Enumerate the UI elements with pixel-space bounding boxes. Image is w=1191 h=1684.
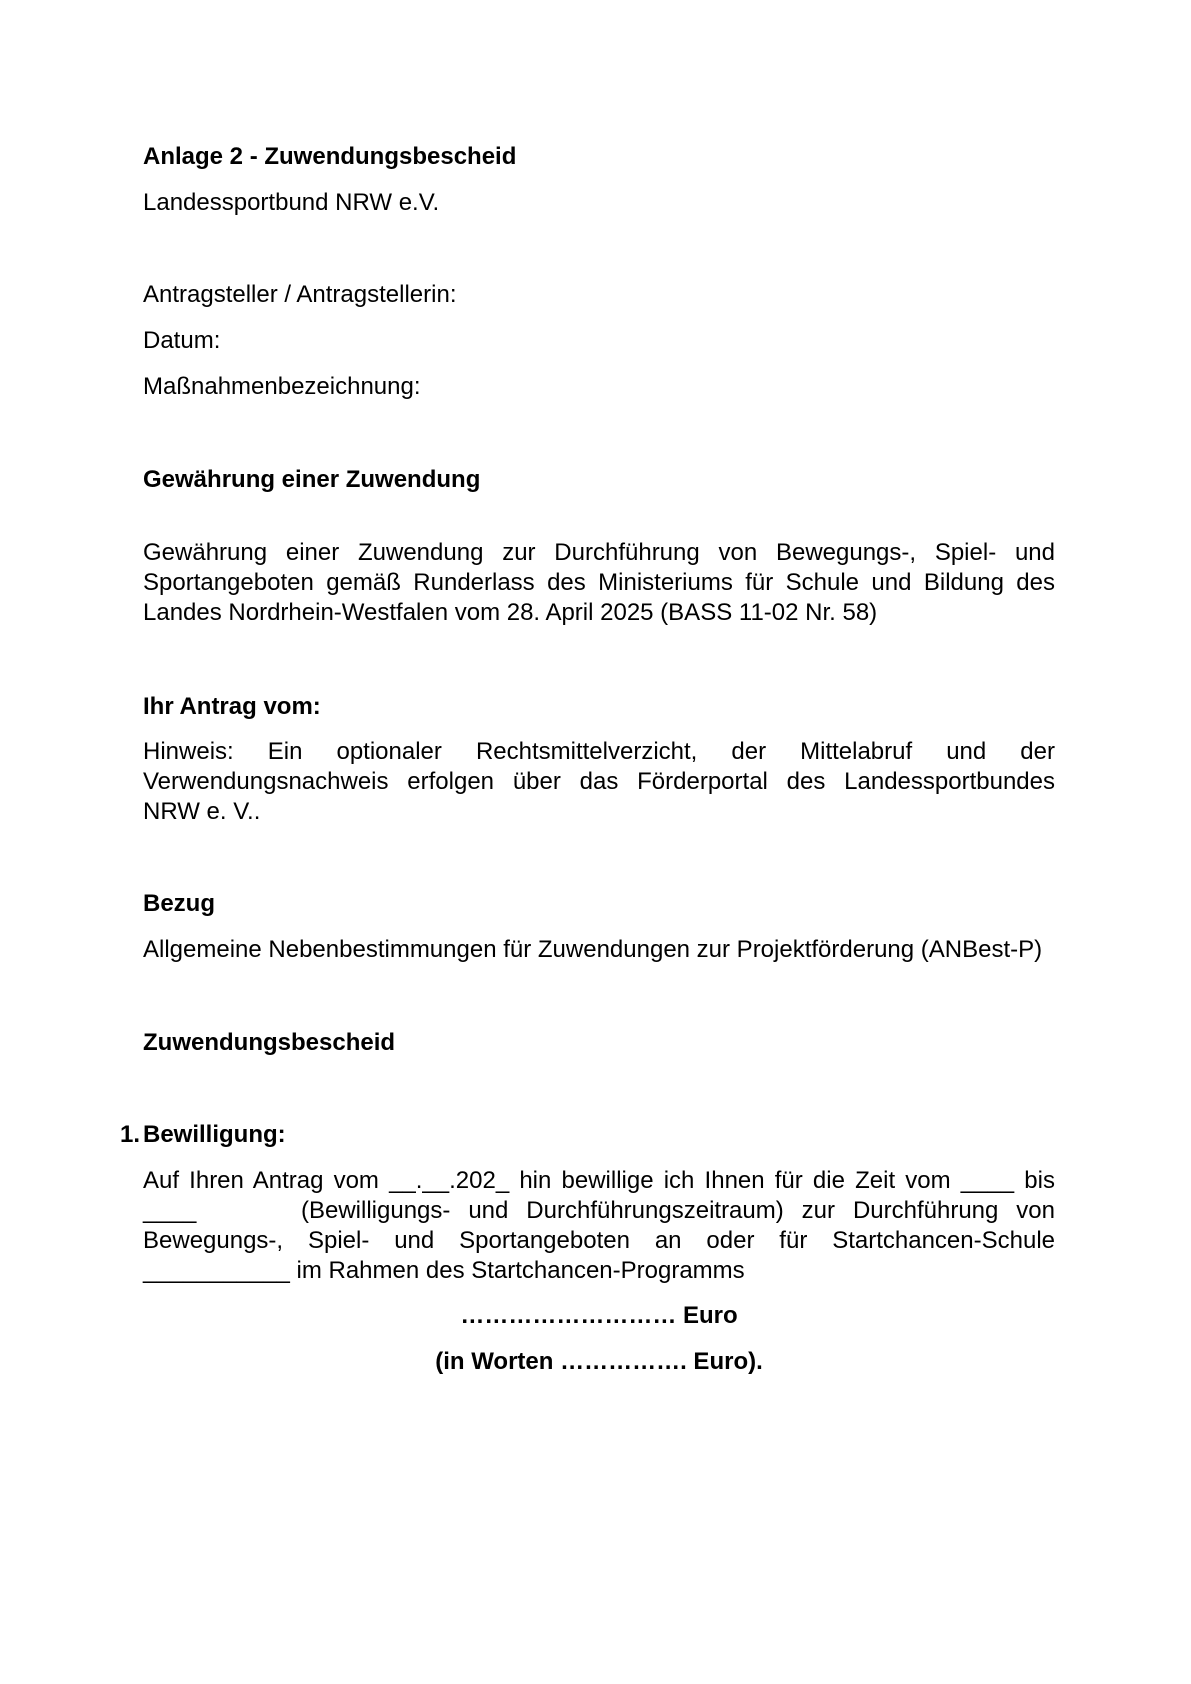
approval-amount-words: (in Worten ……………. Euro).: [435, 1348, 763, 1375]
decision-heading: Zuwendungsbescheid: [143, 1029, 396, 1056]
approval-heading: Bewilligung:: [143, 1121, 286, 1148]
applicant-label: Antragsteller / Antragstellerin:: [143, 281, 457, 308]
approval-text-line-2: [143, 1196, 1055, 1226]
organization-name: Landessportbund NRW e.V.: [143, 189, 440, 216]
application-note-line: Hinweis: Ein optionaler Rechtsmittelverzicht, der Mittelabruf und der: [143, 738, 1055, 765]
grant-heading: Gewährung einer Zuwendung: [143, 466, 481, 493]
date-label: Datum:: [143, 327, 221, 354]
approval-amount: ……………………… Euro: [460, 1302, 738, 1329]
approval-text-line: Bewegungs-, Spiel- und Sportangeboten an oder für Startchancen-Schule: [143, 1227, 1055, 1254]
application-heading: Ihr Antrag vom:: [143, 693, 321, 720]
grant-text-line: Gewährung einer Zuwendung zur Durchführung von Bewegungs-, Spiel- und: [143, 539, 1055, 566]
application-note-line: Verwendungsnachweis erfolgen über das Förderportal des Landessportbundes: [143, 768, 1055, 795]
document-title: Anlage 2 - Zuwendungsbescheid: [143, 143, 517, 170]
approval-text-line: Auf Ihren Antrag vom __.__.202_ hin bewillige ich Ihnen für die Zeit vom ____ bis: [143, 1167, 1055, 1194]
approval-number: 1.: [120, 1121, 141, 1148]
reference-heading: Bezug: [143, 890, 215, 917]
approval-text-line: ___________ im Rahmen des Startchancen-Programms: [143, 1257, 745, 1284]
application-note-line: NRW e. V..: [143, 798, 261, 825]
reference-text: Allgemeine Nebenbestimmungen für Zuwendungen zur Projektförderung (ANBest-P): [143, 936, 1043, 963]
approval-period-text: (Bewilligungs- und Durchführungszeitraum) zur Durchführung von: [301, 1197, 1055, 1224]
period-end-blank: ____: [143, 1197, 197, 1224]
grant-text-line: Landes Nordrhein-Westfalen vom 28. April 2025 (BASS 11-02 Nr. 58): [143, 599, 878, 626]
measure-label: Maßnahmenbezeichnung:: [143, 373, 421, 400]
grant-text-line: Sportangeboten gemäß Runderlass des Ministeriums für Schule und Bildung des: [143, 569, 1055, 596]
